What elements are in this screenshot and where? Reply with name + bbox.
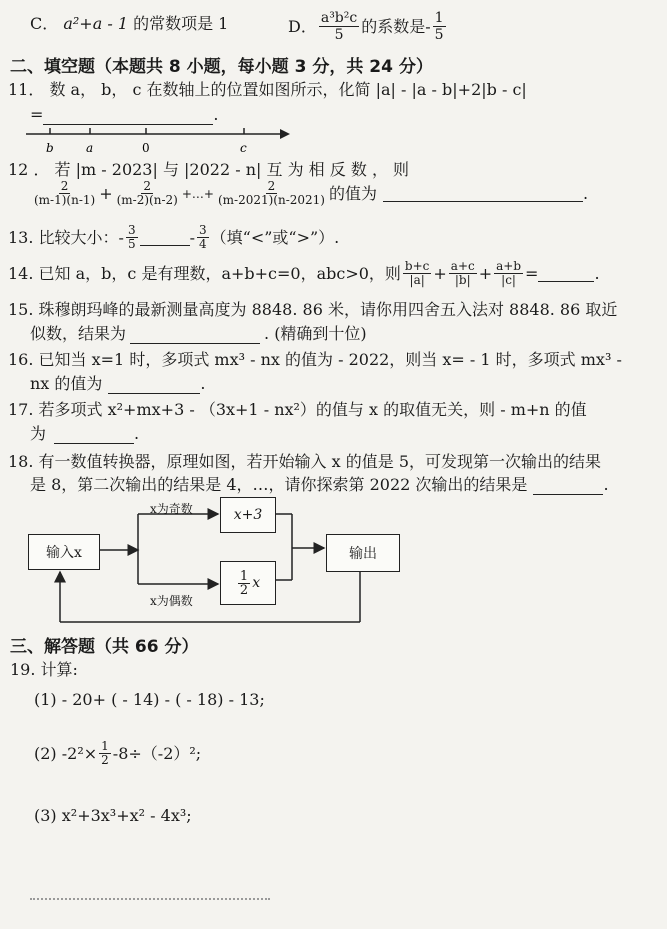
question-12: 12 ． 若 |m - 2023| 与 |2022 - n| 互 为 相 反 数 ， 则 — [8, 160, 410, 179]
section-2-heading: 二、填空题（本题共 8 小题，每小题 3 分，共 24 分） — [10, 57, 433, 77]
question-13: 13. 比较大小： - $\frac{3}{5}$ - $\frac{3}{4}$ （填“<”或“>”）. — [8, 223, 340, 251]
question-19-title: 19. 计算: — [10, 660, 78, 679]
option-c: C． a²+a - 1 的常数项是 1 — [30, 14, 229, 33]
number-line-label-c: c — [240, 141, 247, 155]
section-3-heading: 三、解答题（共 66 分） — [10, 637, 199, 657]
question-16-line2: nx 的值为 . — [30, 374, 206, 393]
question-12-expression: $\frac{2}{(m-1)(n-1)}$ + $\frac{2}{(m-2)(n-2)}$ +…+ $\frac{2}{(m-2021)(n-2021)}$ 的值为 . — [34, 179, 589, 207]
question-19-part2: (2) -2²× $\frac{1}{2}$ -8÷（-2）²; — [34, 739, 202, 767]
flow-odd-label: x为奇数 — [150, 502, 193, 516]
question-17-line2: 为 . — [30, 424, 140, 443]
number-line-label-0: 0 — [142, 141, 150, 155]
question-15-line2: 似数，结果为 . (精确到十位) — [30, 324, 367, 343]
question-11: 11． 数 a， b， c 在数轴上的位置如图所示，化简 |a| - |a - b|+2|b - c| — [8, 80, 527, 99]
question-17-line1: 17. 若多项式 x²+mx+3 - （3x+1 - nx²）的值与 x 的取值无关，则 - m+n 的值 — [8, 400, 587, 419]
question-14: 14. 已知 a，b，c 是有理数，a+b+c=0，abc>0，则 $\frac{b+c}{|a|}$ + $\frac{a+c}{|b|}$ + $\frac{a+b}{|c|}$ = . — [8, 259, 600, 287]
flow-op-add3: x+3 — [220, 497, 276, 533]
faint-scan-line — [30, 898, 270, 904]
number-line — [22, 124, 292, 156]
question-16-line1: 16. 已知当 x=1 时，多项式 mx³ - nx 的值为 - 2022，则当 x= - 1 时，多项式 mx³ - — [8, 350, 622, 369]
question-18-line2: 是 8，第二次输出的结果是 4，…，请你探索第 2022 次输出的结果是 . — [30, 475, 609, 494]
question-19-part3: (3) x²+3x³+x² - 4x³; — [34, 806, 192, 825]
option-d: D． $\frac{\text{a³b²c}}{5}$ 的系数是 - $\frac{1}{5}$ — [288, 10, 444, 43]
question-15-line1: 15. 珠穆朗玛峰的最新测量高度为 8848. 86 米，请你用四舍五入法对 8848. 86 取近 — [8, 300, 618, 319]
flow-input-box: 输入x — [28, 534, 100, 570]
number-line-label-a: a — [86, 141, 94, 155]
flow-op-half: $\frac{1}{2}$ x — [220, 561, 276, 605]
flow-even-label: x为偶数 — [150, 594, 193, 608]
number-line-label-b: b — [46, 141, 54, 155]
flow-output-box: 输出 — [326, 534, 400, 572]
question-19-part1: (1) - 20+ ( - 14) - ( - 18) - 13; — [34, 690, 265, 709]
question-11-answer: = . — [30, 105, 219, 124]
question-18-line1: 18. 有一数值转换器，原理如图，若开始输入 x 的值是 5，可发现第一次输出的结果 — [8, 452, 601, 471]
